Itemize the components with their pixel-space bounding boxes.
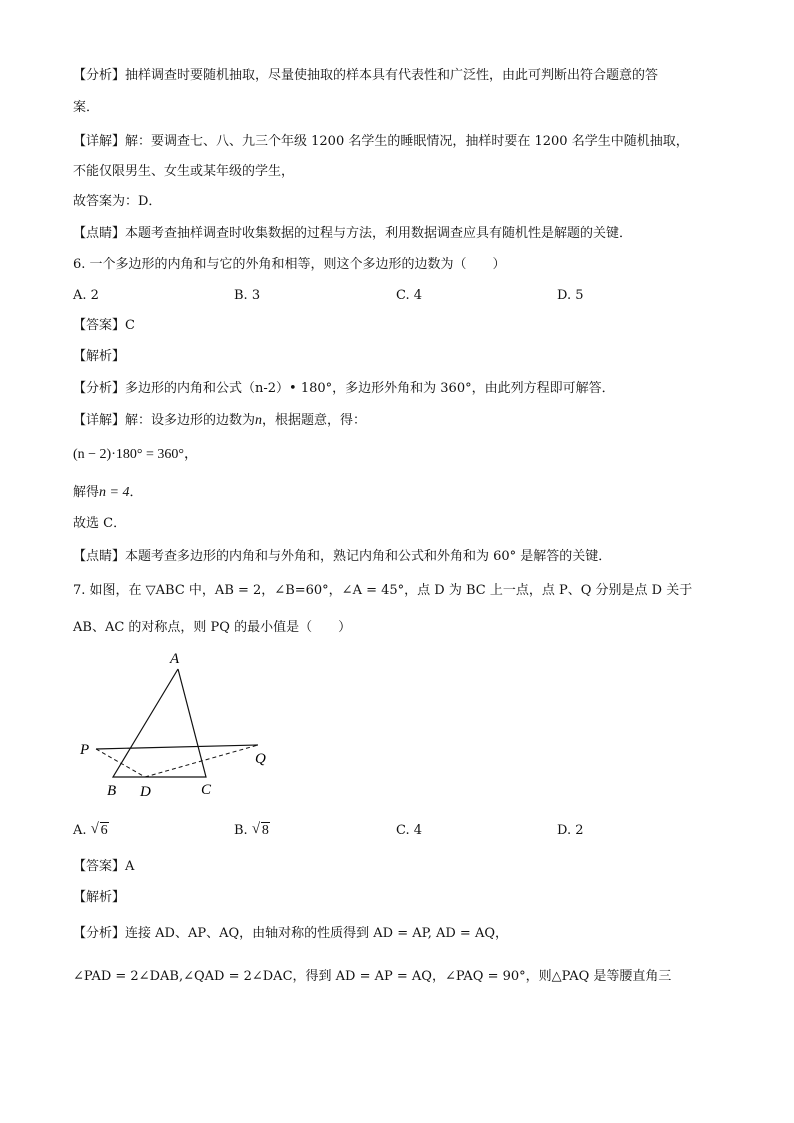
q7-option-d: D. 2 [557, 823, 584, 838]
segment-pd [96, 749, 145, 777]
q6-detail [73, 412, 366, 430]
sqrt-6: √ 6 [90, 821, 108, 838]
segment-dq [145, 745, 258, 777]
q6-answer: 【答案】C [73, 318, 135, 333]
question-6: 6. 一个多边形的内角和与它的外角和相等，则这个多边形的边数为（ ） [73, 257, 506, 272]
q7-analysis-line-2: ∠PAD = 2∠DAB,∠QAD = 2∠DAC，得到 AD = AP = AQ，∠PAQ = 90°，则△PAQ 是等腰直角三 [73, 969, 672, 984]
q6-analysis: 【分析】多边形的内角和公式（n-2）• 180°，多边形外角和为 360°，由此列方程即可解答． [73, 381, 615, 396]
label-b: B [107, 783, 117, 799]
q7-option-b-prefix: B. [234, 823, 248, 838]
q7-option-c: C. 4 [396, 823, 423, 838]
triangle-outline [113, 669, 206, 777]
q7-option-a-radicand: 6 [100, 823, 108, 838]
q6-option-b: B. 3 [234, 288, 261, 303]
q7-solution-heading: 【解析】 [73, 890, 126, 905]
question-7-line-1: 7. 如图，在 ▽ABC 中，AB = 2，∠B=60°，∠A = 45°，点 D 为 BC 上一点，点 P、Q 分别是点 D 关于 [73, 583, 693, 598]
label-d: D [140, 784, 151, 800]
detail-line-2: 不能仅限男生、女生或某年级的学生， [73, 164, 295, 179]
detail-line-1: 【详解】解：要调查七、八、九三个年级 1200 名学生的睡眠情况，抽样时要在 1200 名学生中随机抽取， [73, 134, 689, 149]
label-c: C [201, 782, 212, 798]
answer-line: 故答案为：D． [73, 194, 162, 209]
q6-option-a: A. 2 [73, 288, 99, 303]
segment-pq [96, 745, 258, 749]
q6-select: 故选 C． [73, 516, 127, 531]
sqrt-8: √ 8 [251, 821, 269, 838]
q6-option-d: D. 5 [557, 288, 584, 303]
label-q: Q [255, 751, 266, 767]
q6-solve-text: 解得 [73, 485, 100, 500]
q6-solution-heading: 【解析】 [73, 349, 126, 364]
q7-option-a [73, 822, 109, 840]
q7-option-a-prefix: A. [73, 823, 87, 838]
analysis-line-2: 案． [73, 100, 100, 115]
q7-analysis-line-1: 【分析】连接 AD、AP、AQ，由轴对称的性质得到 AD = AP, AD = AQ， [73, 926, 509, 941]
triangle-figure [70, 645, 280, 805]
q6-detail-text-a: 【详解】解：设多边形的边数为 [73, 413, 256, 428]
question-7-line-2: AB、AC 的对称点，则 PQ 的最小值是（ ） [73, 620, 352, 635]
label-a: A [170, 651, 180, 667]
q6-detail-text-b: ，根据题意，得： [262, 413, 367, 428]
q7-option-b [234, 822, 270, 840]
q6-solve-end: ． [129, 485, 143, 500]
q7-answer: 【答案】A [73, 859, 135, 874]
q6-option-c: C. 4 [396, 288, 423, 303]
q6-solve [73, 484, 142, 502]
q6-detail-var: n [255, 413, 263, 428]
analysis-line-1: 【分析】抽样调查时要随机抽取，尽量使抽取的样本具有代表性和广泛性，由此可判断出符合题意的答 [73, 68, 659, 83]
comment-line: 【点睛】本题考查抽样调查时收集数据的过程与方法，利用数据调查应具有随机性是解题的关键． [73, 226, 633, 241]
q7-option-b-radicand: 8 [261, 823, 269, 838]
label-p: P [80, 742, 90, 758]
q6-solve-eq: n = 4 [99, 485, 130, 500]
q6-comment: 【点睛】本题考查多边形的内角和与外角和，熟记内角和公式和外角和为 60° 是解答的关键． [73, 549, 612, 564]
q6-equation: (n − 2)·180° = 360°， [73, 447, 198, 462]
